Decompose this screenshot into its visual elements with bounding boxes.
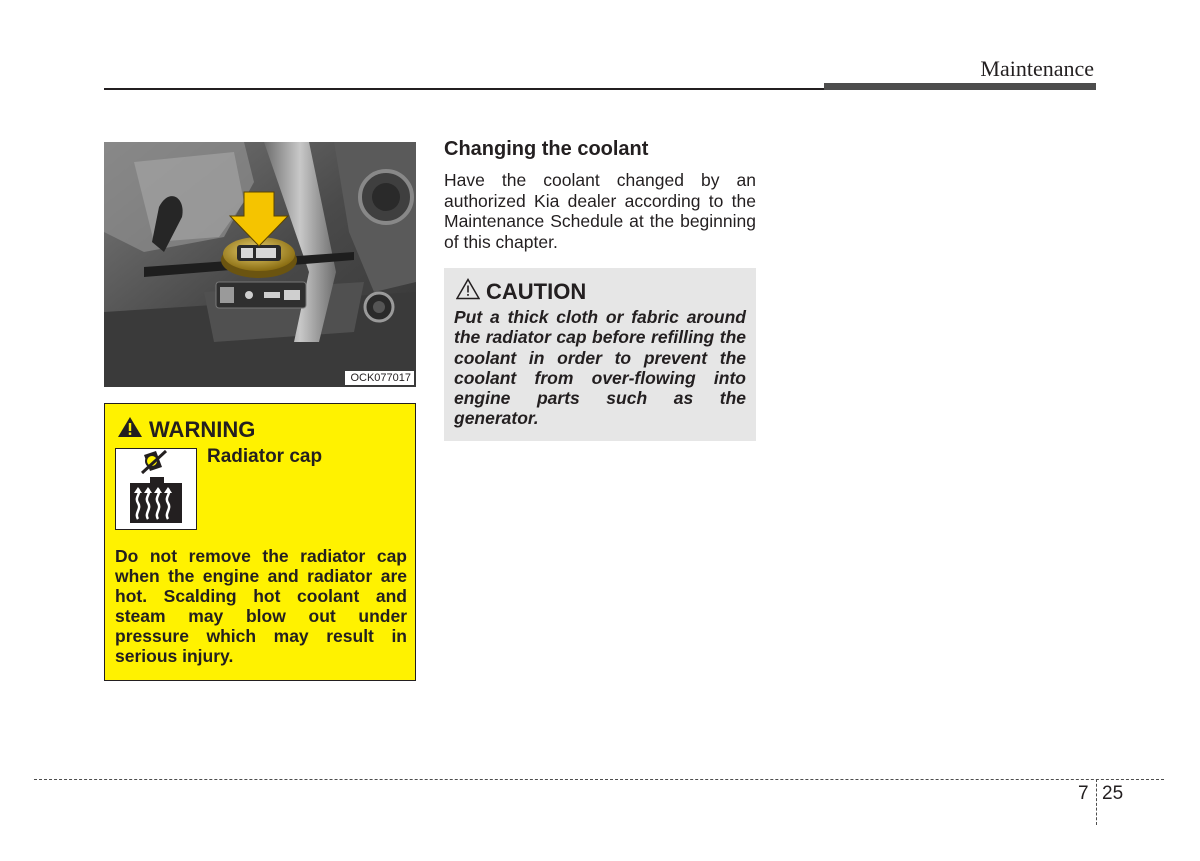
header-rule-thick <box>824 83 1096 90</box>
warning-box <box>104 403 416 681</box>
warning-triangle-icon <box>117 416 143 444</box>
caution-body: Put a thick cloth or fabric around the radiator cap before refilling the coolant in order to prevent the coolant from over-flowing into engine parts such as the generator. <box>454 307 746 429</box>
warning-body: Do not remove the radiator cap when the engine and radiator are hot. Scalding hot coolant and steam may blow out under pressure which may result in serious injury. <box>115 546 407 666</box>
warning-title <box>117 416 255 444</box>
header-rule-thin <box>104 88 824 90</box>
caution-triangle-icon <box>456 278 480 306</box>
warning-subtitle: Radiator cap <box>207 446 323 467</box>
caution-title-text: CAUTION <box>486 279 587 304</box>
caution-title <box>456 278 586 306</box>
engine-photo <box>104 142 416 387</box>
header-title: Maintenance <box>980 56 1094 81</box>
page-number: 25 <box>1102 783 1124 804</box>
footer-divider <box>1096 779 1097 825</box>
photo-code: OCK077017 <box>345 371 414 385</box>
hot-radiator-icon <box>116 449 196 529</box>
footer-rule <box>34 779 1164 780</box>
warning-icon-box <box>115 448 197 530</box>
page-chapter: 7 <box>1078 783 1089 804</box>
engine-photo-illustration <box>104 142 416 387</box>
section-heading: Changing the coolant <box>444 138 649 160</box>
warning-title-text: WARNING <box>149 417 256 442</box>
section-body: Have the coolant changed by an authorized Kia dealer according to the Maintenance Schedule at the beginning of this chapter. <box>444 170 756 252</box>
caution-box <box>444 268 756 441</box>
